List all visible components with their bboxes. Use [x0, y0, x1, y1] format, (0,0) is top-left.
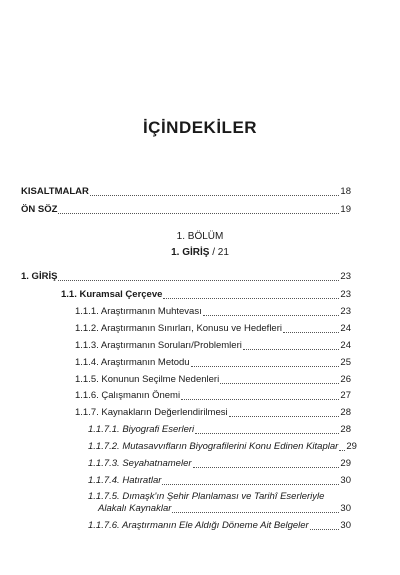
toc-entry-1-1[interactable] [61, 289, 351, 301]
toc-entry-1-1-7-1[interactable] [88, 424, 351, 436]
toc-entry-label: 1.1.2. Araştırmanın Sınırları, Konusu ve Hedefleri [75, 323, 282, 334]
dot-leader [193, 467, 340, 468]
toc-entry-1-1-6[interactable] [75, 390, 351, 402]
toc-entry-page: 30 [340, 503, 351, 514]
part-heading [0, 247, 400, 258]
toc-entry-label: 1.1.7.2. Mutasavvıfların Biyografilerini Konu Edinen Kitaplar [88, 441, 339, 452]
dot-leader [229, 416, 340, 417]
toc-entry-1-1-3[interactable] [75, 340, 351, 352]
toc-entry-page: 27 [340, 390, 351, 401]
dot-leader [90, 195, 340, 196]
toc-entry-page: 23 [340, 271, 351, 282]
toc-entry-label: 1.1.7.4. Hatıratlar [88, 475, 162, 486]
toc-entry-label: 1.1.1. Araştırmanın Muhtevası [75, 306, 202, 317]
toc-entry-page: 26 [340, 374, 351, 385]
toc-entry-label: KISALTMALAR [21, 186, 89, 197]
dot-leader [172, 512, 339, 513]
toc-entry-1-1-5[interactable] [75, 374, 351, 386]
toc-entry-1-1-7-3[interactable] [88, 458, 351, 470]
dot-leader [243, 349, 340, 350]
dot-leader [58, 280, 339, 281]
toc-entry-giris[interactable] [21, 271, 351, 283]
toc-entry-label: 1. GİRİŞ [21, 271, 58, 282]
toc-entry-label: 1.1.7.6. Araştırmanın Ele Aldığı Döneme Ait Belgeler [88, 520, 309, 531]
dot-leader [203, 315, 340, 316]
toc-entry-page: 23 [340, 306, 351, 317]
part-heading-page: / 21 [212, 247, 229, 258]
part-heading-title: 1. GİRİŞ [171, 247, 210, 258]
toc-entry-1-1-2[interactable] [75, 323, 351, 335]
dot-leader [181, 399, 339, 400]
toc-entry-on-soz[interactable] [21, 204, 351, 216]
toc-entry-label: 1.1.7.3. Seyahatnameler [88, 458, 192, 469]
toc-entry-label: 1.1.4. Araştırmanın Metodu [75, 357, 190, 368]
toc-entry-kisaltmalar[interactable] [21, 186, 351, 198]
toc-entry-page: 19 [340, 204, 351, 215]
toc-entry-label: 1.1. Kuramsal Çerçeve [61, 289, 163, 300]
toc-entry-page: 25 [340, 357, 351, 368]
toc-entry-label-cont: Alakalı Kaynaklar [98, 503, 172, 514]
page-title: İÇİNDEKİLER [142, 118, 258, 137]
toc-entry-page: 23 [340, 289, 351, 300]
toc-entry-1-1-7[interactable] [75, 407, 351, 419]
toc-entry-label: 1.1.7.1. Biyografi Eserleri [88, 424, 195, 435]
dot-leader [220, 383, 339, 384]
dot-leader [195, 433, 339, 434]
toc-entry-1-1-4[interactable] [75, 357, 351, 369]
toc-entry-page: 24 [340, 323, 351, 334]
part-label: 1. BÖLÜM [176, 231, 224, 242]
toc-entry-label: 1.1.3. Araştırmanın Soruları/Problemleri [75, 340, 242, 351]
toc-entry-page: 24 [340, 340, 351, 351]
toc-entry-label: 1.1.5. Konunun Seçilme Nedenleri [75, 374, 220, 385]
dot-leader [310, 529, 340, 530]
dot-leader [339, 450, 345, 451]
toc-entry-label: 1.1.7.5. Dımaşk'ın Şehir Planlaması ve Tarihî Eserleriyle [88, 491, 325, 502]
toc-entry-page: 29 [340, 458, 351, 469]
toc-entry-1-1-1[interactable] [75, 306, 351, 318]
toc-entry-page: 28 [340, 407, 351, 418]
toc-entry-page: 28 [340, 424, 351, 435]
toc-entry-1-1-7-6[interactable] [88, 520, 351, 532]
toc-entry-label: 1.1.7. Kaynakların Değerlendirilmesi [75, 407, 228, 418]
dot-leader [162, 484, 339, 485]
toc-entry-1-1-7-2[interactable] [88, 441, 357, 453]
dot-leader [283, 332, 339, 333]
toc-entry-label: 1.1.6. Çalışmanın Önemi [75, 390, 181, 401]
toc-entry-1-1-7-5[interactable] [88, 491, 351, 515]
toc-entry-page: 30 [340, 475, 351, 486]
toc-entry-1-1-7-4[interactable] [88, 475, 351, 487]
dot-leader [163, 298, 339, 299]
toc-entry-page: 30 [340, 520, 351, 531]
toc-entry-page: 29 [346, 441, 357, 452]
dot-leader [191, 366, 340, 367]
dot-leader [58, 213, 339, 214]
toc-entry-label: ÖN SÖZ [21, 204, 58, 215]
toc-entry-page: 18 [340, 186, 351, 197]
